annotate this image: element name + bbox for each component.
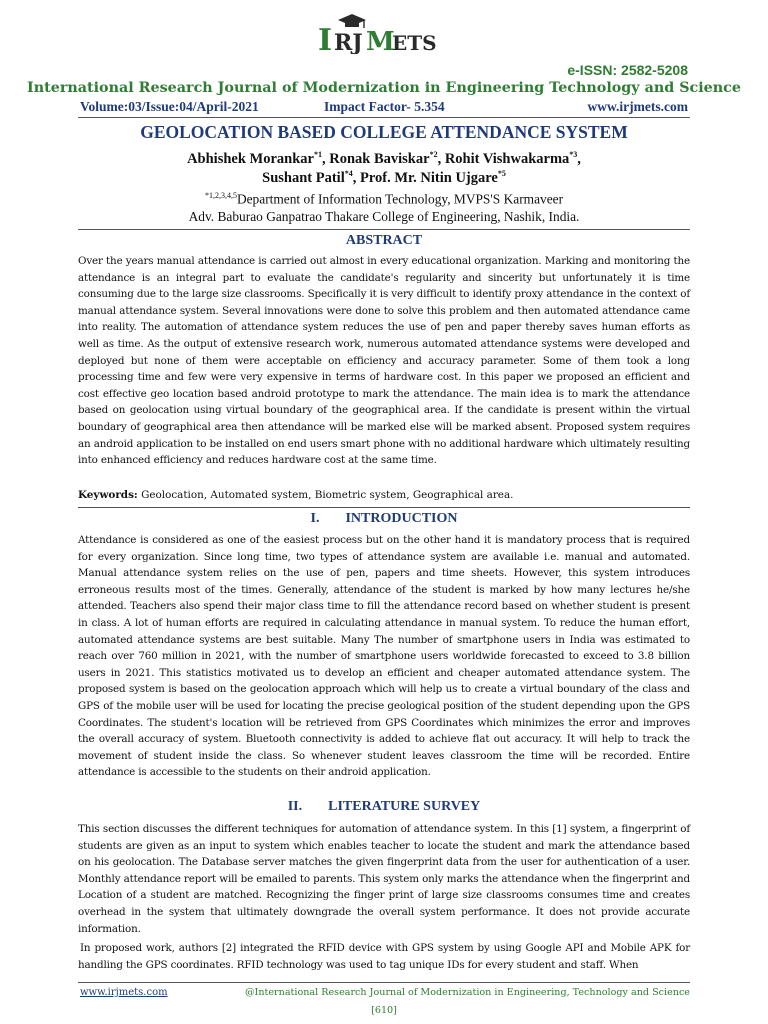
abstract-top-divider — [78, 229, 690, 230]
eissn: e-ISSN: 2582-5208 — [567, 62, 688, 78]
affiliation-line-1: $^{*1,2,3,4,5}$Department of Information Technology, MVPS'S Karmaveer — [204, 191, 564, 207]
volume-info: Volume:03/Issue:04/April-2021 — [80, 99, 259, 114]
literature-paragraph-2: In proposed work, authors [2] integrated the RFID device with GPS system by using Google API and Mobile APK for handling the GPS coordinates. RFID technology was used to tag unique IDs for every student and staff. When — [78, 942, 690, 971]
footer-divider — [78, 982, 690, 983]
section-heading-literature-survey — [0, 799, 768, 815]
section-title: INTRODUCTION — [345, 511, 458, 526]
affiliation-line-2: Adv. Baburao Ganpatrao Thakare College of Engineering, Nashik, India. — [188, 209, 580, 224]
volume-row — [80, 99, 688, 117]
journal-title: International Research Journal of Modernization in Engineering Technology and Science — [27, 80, 741, 96]
abstract-text: Over the years manual attendance is carried out almost in every educational organization. Marking and monitoring the attendance is an integral part to evaluate the candidate's regularity and sincerity but unfortunately it is time consuming due to the large size classrooms. Specifically it is very difficult to identify proxy attendance in the context of manual attendance system. Several innovations were done to solve this problem and then automated attendance came into reality. The automation of attendance system reduces the use of pen and paper thereby saves human efforts as well as time. As the output of extensive research work, numerous automated attendance systems were developed and deployed but none of them were acceptable on efficiency and accuracy parameter. Some of them took a long processing time and few were very expensive in terms of hardware cost. In this paper we proposed an efficient and cost effective geo location based android prototype to mark the attendance. The main idea is to mark the attendance based on geolocation using virtual boundary of the geographical area. If the candidate is present within the virtual boundary of geographical area then attendance will be marked else will be marked absent. Proposed system requires an android application to be installed on end users smart phone with no additional hardware which ultimately resulting into enhanced efficiency and reduces hardware cost at the same time. — [78, 255, 690, 467]
abstract-heading: ABSTRACT — [345, 233, 423, 248]
author-name: Sushant Patil — [262, 169, 345, 186]
literature-paragraph-1: This section discusses the different techniques for automation of attendance system. In this [1] system, a fingerprint of students are given as an input to system which enables teacher to locate the student and mark the attendance based on his geolocation. The Database server matches the given fingerprint data from the user for authentication of a user. Monthly attendance report will be emailed to parents. This system only marks the attendance when the fingerprint and Location of a student are matched. Recognizing the finger print of large size classrooms consumes time and creates overhead in the system that ultimately downgrade the overall system performance. It does not provide accurate information. — [78, 823, 690, 935]
introduction-paragraph: Attendance is considered as one of the easiest process but on the other hand it is mandatory process that is required for every organization. Since long time, two types of attendance system are available i.e. manual and automated. Manual attendance system relies on the use of pen, papers and time sheets. However, this system introduces erroneous results most of the times. Generally, attendance of the student is marked by how many lectures he/she attended. Teachers also spend their major class time to fill the attendance record based on whether student is present in class. A lot of human efforts are required in calculating attendance in manual system. To reduce the human effort, automated attendance systems are best suitable. Many The number of smartphone users in India was estimated to reach over 760 million in 2021, with the number of smartphone users worldwide forecasted to exceed to 3.8 billion users in 2021. This statistics motivated us to develop an efficient and cheaper automated attendance system. The proposed system is based on the geolocation approach which will help us to create a virtual boundary of the class and GPS of the mobile user will be used for locating the precise geological position of the student depending upon the GPS Coordinates. The student's location will be retrieved from GPS Coordinates which minimizes the error and improves the overall accuracy of system. Bluetooth connectivity is added to achieve flat out accuracy. It will help to track the movement of student inside the class. So whenever student leaves classroom the time will be recorded. Entire attendance is accessible to the students on their android application. — [78, 534, 690, 779]
journal-logo — [300, 6, 460, 54]
authors-line-2: Sushant Patil$^{*4}$, Prof. Mr. Nitin Ujgare$^{*5}$ — [262, 169, 506, 186]
svg-text:I: I — [318, 23, 333, 54]
footer-website-link[interactable]: www.irjmets.com — [80, 987, 168, 998]
author-name: Abhishek Morankar — [187, 150, 314, 167]
svg-text:M: M — [366, 27, 395, 54]
keywords-label: Keywords: — [78, 489, 138, 501]
header-divider — [78, 117, 690, 118]
page-number: [610] — [371, 1005, 397, 1016]
graduation-cap-icon — [338, 14, 366, 28]
section-number: I. — [310, 511, 320, 526]
svg-text:RJ: RJ — [334, 30, 363, 54]
footer-copyright: @International Research Journal of Modernization in Engineering, Technology and Science — [244, 987, 690, 998]
author-name: Rohit Vishwakarma — [444, 150, 570, 167]
section-number: II. — [287, 799, 303, 814]
author-name: Prof. Mr. Nitin Ujgare — [360, 169, 498, 186]
section-heading-introduction — [0, 511, 768, 527]
impact-factor: Impact Factor- 5.354 — [324, 99, 445, 114]
paper-title: GEOLOCATION BASED COLLEGE ATTENDANCE SYSTEM — [140, 122, 628, 142]
keywords — [78, 489, 690, 501]
header-website-link[interactable]: www.irjmets.com — [587, 99, 688, 114]
section-title: LITERATURE SURVEY — [328, 799, 481, 814]
authors-line-1: Abhishek Morankar$^{*1}$, Ronak Baviskar$^{*2}$, Rohit Vishwakarma$^{*3}$, — [187, 150, 581, 167]
abstract-bottom-divider — [78, 507, 690, 508]
author-name: Ronak Baviskar — [329, 150, 430, 167]
svg-text:ETS: ETS — [392, 31, 437, 54]
keywords-list: Geolocation, Automated system, Biometric system, Geographical area. — [141, 489, 514, 501]
